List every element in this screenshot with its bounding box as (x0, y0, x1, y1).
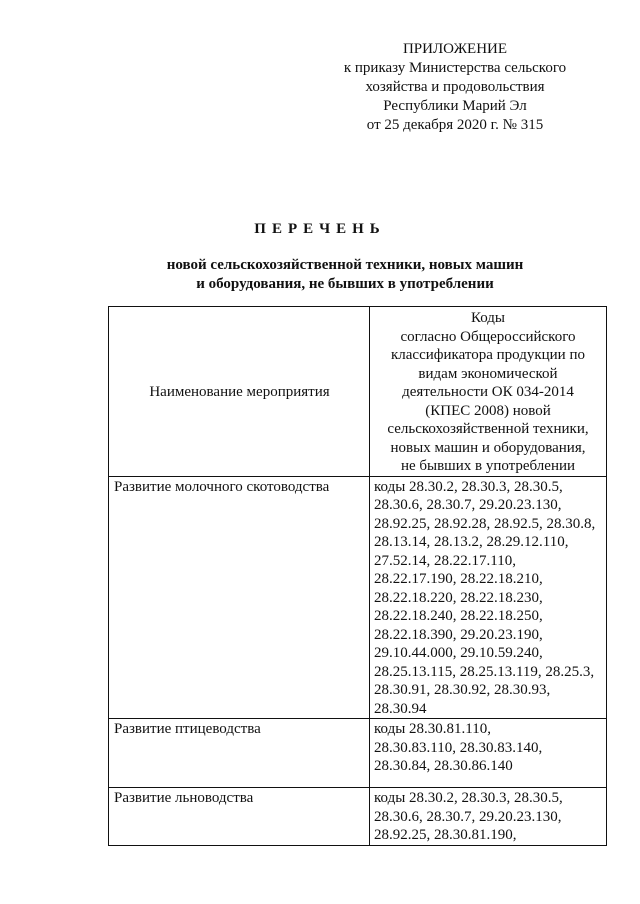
measure-name-cell: Развитие молочного скотоводства (109, 476, 370, 719)
measure-name-cell: Развитие птицеводства (109, 719, 370, 788)
codes-line: 27.52.14, 28.22.17.110, (374, 552, 516, 569)
appendix-line: к приказу Министерства сельского (343, 60, 567, 76)
header-codes-line: классификатора продукции по (391, 347, 585, 363)
subtitle-line: и оборудования, не бывших в употреблении (196, 276, 494, 292)
codes-line: коды 28.30.81.110, (374, 721, 491, 737)
codes-line: коды 28.30.2, 28.30.3, 28.30.5, (374, 790, 563, 806)
codes-line: 28.30.91, 28.30.92, 28.30.93, (374, 682, 551, 698)
subtitle-line: новой сельскохозяйственной техники, новых машин (166, 257, 524, 273)
codes-line: 28.22.18.220, 28.22.18.230, (374, 589, 543, 606)
header-name-cell: Наименование мероприятия (109, 307, 370, 477)
document-title: ПЕРЕЧЕНЬ (254, 221, 386, 237)
appendix-line: Республики Марий Эл (383, 98, 527, 114)
header-codes-line: новых машин и оборудования, (390, 439, 586, 456)
codes-line: 28.22.18.240, 28.22.18.250, (374, 608, 543, 624)
codes-cell (370, 719, 607, 788)
codes-line: 28.22.17.190, 28.22.18.210, (374, 571, 543, 587)
header-codes-line: сельскохозяйственной техники, (387, 421, 589, 437)
codes-line: 28.25.13.115, 28.25.13.119, 28.25.3, (374, 663, 595, 680)
appendix-block (330, 40, 580, 135)
table-row (109, 719, 607, 788)
codes-line: коды 28.30.2, 28.30.3, 28.30.5, (374, 478, 563, 495)
codes-line: 28.30.83.110, 28.30.83.140, (374, 739, 543, 756)
measure-name-cell: Развитие льноводства (109, 788, 370, 846)
document-subtitle (0, 256, 640, 294)
table-header-row (109, 307, 607, 477)
codes-line: 28.13.14, 28.13.2, 28.29.12.110, (374, 534, 569, 550)
codes-cell (370, 788, 607, 846)
codes-line: 28.30.84, 28.30.86.140 (374, 758, 513, 774)
header-codes-cell (370, 307, 607, 477)
codes-cell (370, 476, 607, 719)
header-codes-line: не бывших в употреблении (400, 458, 576, 474)
codes-line: 28.92.25, 28.30.81.190, (374, 827, 517, 843)
header-codes-line: согласно Общероссийского (400, 328, 576, 345)
header-codes-line: видам экономической (418, 365, 558, 382)
table-row (109, 476, 607, 719)
header-codes-line: (КПЕС 2008) новой (425, 402, 551, 419)
table-row (109, 788, 607, 846)
codes-line: 28.30.94 (374, 700, 427, 717)
codes-line: 28.30.6, 28.30.7, 29.20.23.130, (374, 808, 562, 825)
header-codes-line: Коды (470, 310, 506, 326)
equipment-list-table (108, 306, 607, 846)
codes-line: 28.22.18.390, 29.20.23.190, (374, 626, 543, 643)
appendix-line: хозяйства и продовольствия (365, 79, 545, 95)
appendix-date-number: от 25 декабря 2020 г. № 315 (366, 117, 544, 133)
appendix-heading: ПРИЛОЖЕНИЕ (402, 41, 508, 57)
codes-line: 28.30.6, 28.30.7, 29.20.23.130, (374, 497, 562, 513)
header-codes-line: деятельности ОК 034-2014 (402, 384, 574, 400)
codes-line: 28.92.25, 28.92.28, 28.92.5, 28.30.8, (374, 515, 596, 532)
codes-line: 29.10.44.000, 29.10.59.240, (374, 645, 543, 661)
